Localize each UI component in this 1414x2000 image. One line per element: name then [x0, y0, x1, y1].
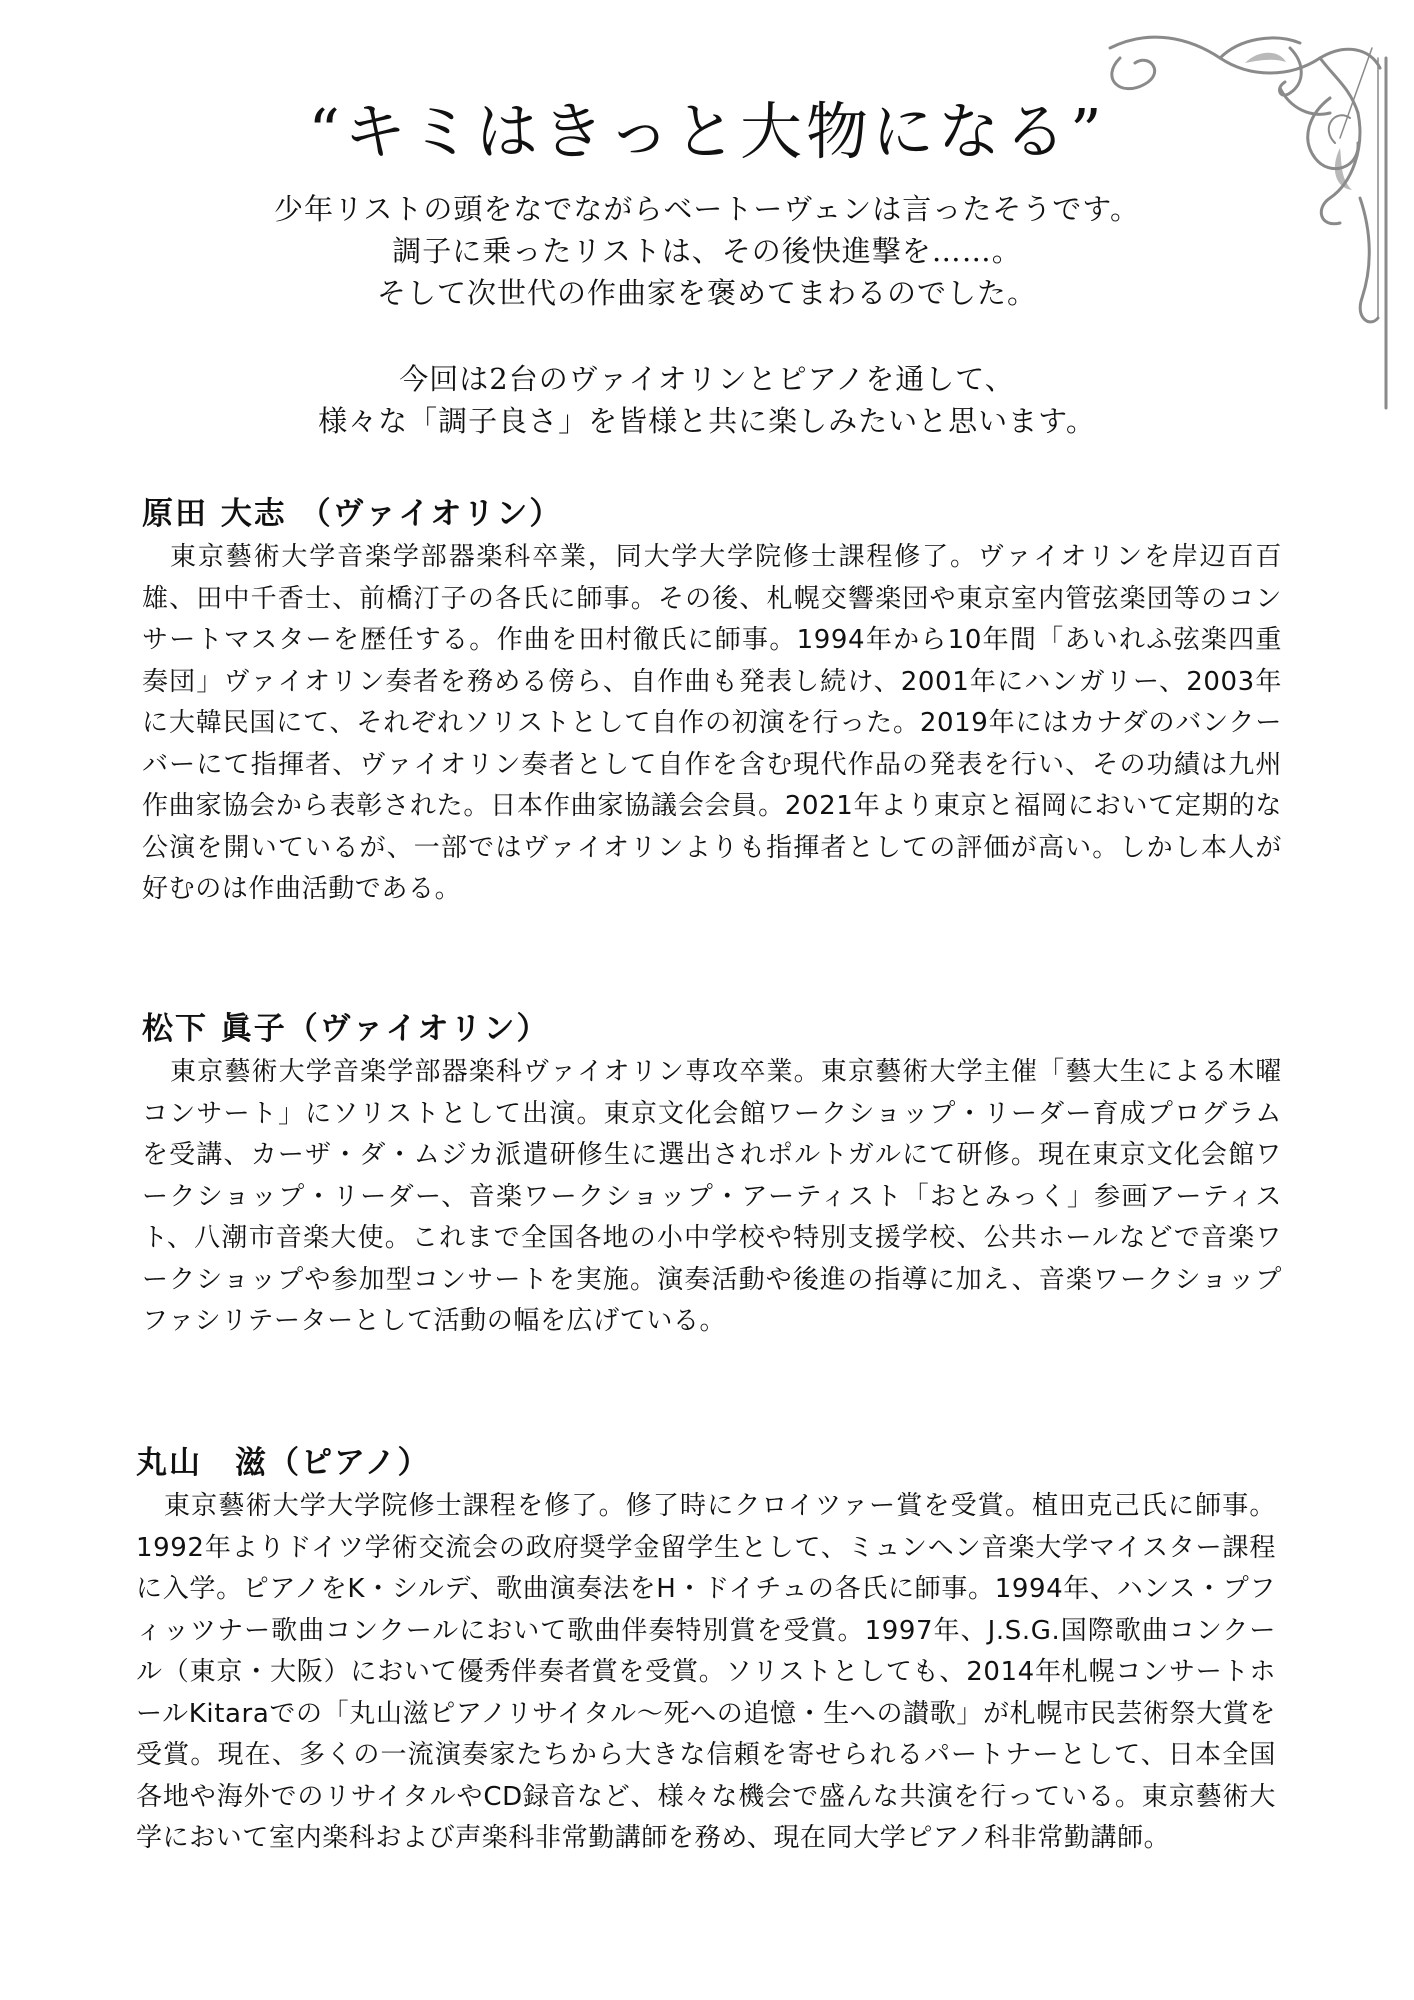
performer-biography: 東京藝術大学大学院修士課程を修了。修了時にクロイツァー賞を受賞。植田克己氏に師事。1992年よりドイツ学術交流会の政府奨学金留学生として、ミュンヘン音楽大学マイスター課程に入学。ピアノをK・シルデ、歌曲演奏法をH・ドイチュの各氏に師事。1994年、ハンス・プフィッツナー歌曲コンクールにおいて歌曲伴奏特別賞を受賞。1997年、J.S.G.国際歌曲コンクール（東京・大阪）において優秀伴奏者賞を受賞。ソリストとしても、2014年札幌コンサートホールKitaraでの「丸山滋ピアノリサイタル～死への追憶・生への讃歌」が札幌市民芸術祭大賞を受賞。現在、多くの一流演奏家たちから大きな信頼を寄せられるパートナーとして、日本全国各地や海外でのリサイタルやCD録音など、様々な機会で盛んな共演を行っている。東京藝術大学において室内楽科および声楽科非常勤講師を務め、現在同大学ピアノ科非常勤講師。	[136, 1491, 1276, 1853]
performer-biography: 東京藝術大学音楽学部器楽科卒業，同大学大学院修士課程修了。ヴァイオリンを岸辺百百雄、田中千香士、前橋汀子の各氏に師事。その後、札幌交響楽団や東京室内管弦楽団等のコンサートマスターを歴任する。作曲を田村徹氏に師事。1994年から10年間「あいれふ弦楽四重奏団」ヴァイオリン奏者を務める傍ら、自作曲も発表し続け、2001年にハンガリー、2003年に大韓民国にて、それぞれソリストとして自作の初演を行った。2019年にはカナダのバンクーバーにて指揮者、ヴァイオリン奏者として自作を含む現代作品の発表を行い、その功績は九州作曲家協会から表彰された。日本作曲家協議会会員。2021年より東京と福岡において定期的な公演を開いているが、一部ではヴァイオリンよりも指揮者としての評価が高い。しかし本人が好むのは作曲活動である。	[142, 542, 1282, 904]
performer-name: 丸山 滋（ピアノ）	[136, 1445, 431, 1481]
intro-message	[150, 188, 1264, 442]
performer-biography: 東京藝術大学音楽学部器楽科ヴァイオリン専攻卒業。東京藝術大学主催「藝大生による木曜コンサート」にソリストとして出演。東京文化会館ワークショップ・リーダー育成プログラムを受講、カーザ・ダ・ムジカ派遣研修生に選出されポルトガルにて研修。現在東京文化会館ワークショップ・リーダー、音楽ワークショップ・アーティスト「おとみっく」参画アーティスト、八潮市音楽大使。これまで全国各地の小中学校や特別支援学校、公共ホールなどで音楽ワークショップや参加型コンサートを実施。演奏活動や後進の指導に加え、音楽ワークショップファシリテーターとして活動の幅を広げている。	[142, 1057, 1282, 1336]
intro-line: そして次世代の作曲家を褒めてまわるのでした。	[376, 276, 1037, 310]
intro-line: 調子に乗ったリストは、その後快進撃を……。	[392, 234, 1022, 268]
intro-line: 今回は2台のヴァイオリンとピアノを通して、	[399, 362, 1015, 396]
performer-name: 原田 大志 （ヴァイオリン）	[142, 496, 563, 532]
performer-name: 松下 眞子（ヴァイオリン）	[142, 1011, 550, 1047]
bio-maruyama	[136, 1437, 1276, 1860]
bio-harada	[142, 488, 1282, 911]
page-title: “キミはきっと大物になる”	[308, 95, 1106, 168]
intro-line: 様々な「調子良さ」を皆様と共に楽しみたいと思います。	[318, 404, 1096, 438]
intro-line: 少年リストの頭をなでながらベートーヴェンは言ったそうです。	[274, 192, 1140, 226]
intro-spacer	[150, 314, 1264, 358]
bio-matsushita	[142, 1003, 1282, 1343]
